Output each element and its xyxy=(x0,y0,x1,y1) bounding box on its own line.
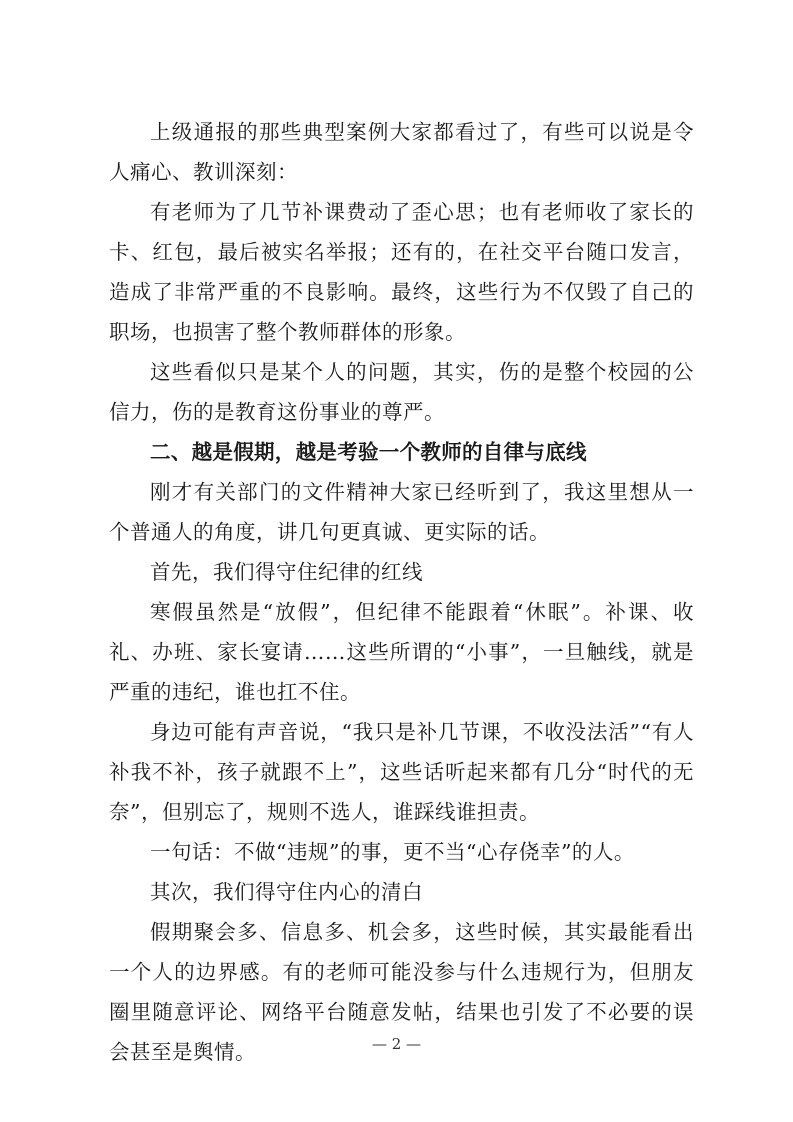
paragraph: 首先，我们得守住纪律的红线 xyxy=(150,560,423,584)
paragraph: 寒假虽然是“放假”，但纪律不能跟着“休眠”。补课、收礼、办班、家长宴请……这些所谓的“小事”，一旦触线，就是严重的违纪，谁也扛不住。 xyxy=(109,600,694,704)
paragraph: 这些看似只是某个人的问题，其实，伤的是整个校园的公信力，伤的是教育这份事业的尊严。 xyxy=(109,360,694,424)
page-number: — 2 — xyxy=(371,1035,422,1053)
paragraph: 上级通报的那些典型案例大家都看过了，有些可以说是令人痛心、教训深刻： xyxy=(109,120,694,184)
paragraph: 有老师为了几节补课费动了歪心思；也有老师收了家长的卡、红包，最后被实名举报；还有的，在社交平台随口发言，造成了非常严重的不良影响。最终，这些行为不仅毁了自己的职场，也损害了整个教师群体的形象。 xyxy=(109,200,694,344)
paragraph: 一句话：不做“违规”的事，更不当“心存侥幸”的人。 xyxy=(150,840,635,864)
paragraph: 身边可能有声音说，“我只是补几节课，不收没法活”“有人补我不补，孩子就跟不上”，这些话听起来都有几分“时代的无奈”，但别忘了，规则不选人，谁踩线谁担责。 xyxy=(109,720,694,824)
paragraph: 其次，我们得守住内心的清白 xyxy=(150,880,423,904)
paragraph: 刚才有关部门的文件精神大家已经听到了，我这里想从一个普通人的角度，讲几句更真诚、更实际的话。 xyxy=(109,480,694,544)
document-body xyxy=(109,112,694,1072)
section-heading: 二、越是假期，越是考验一个教师的自律与底线 xyxy=(150,440,587,464)
paragraph: 假期聚会多、信息多、机会多，这些时候，其实最能看出一个人的边界感。有的老师可能没参与什么违规行为，但朋友圈里随意评论、网络平台随意发帖，结果也引发了不必要的误会甚至是舆情。 xyxy=(109,920,694,1064)
